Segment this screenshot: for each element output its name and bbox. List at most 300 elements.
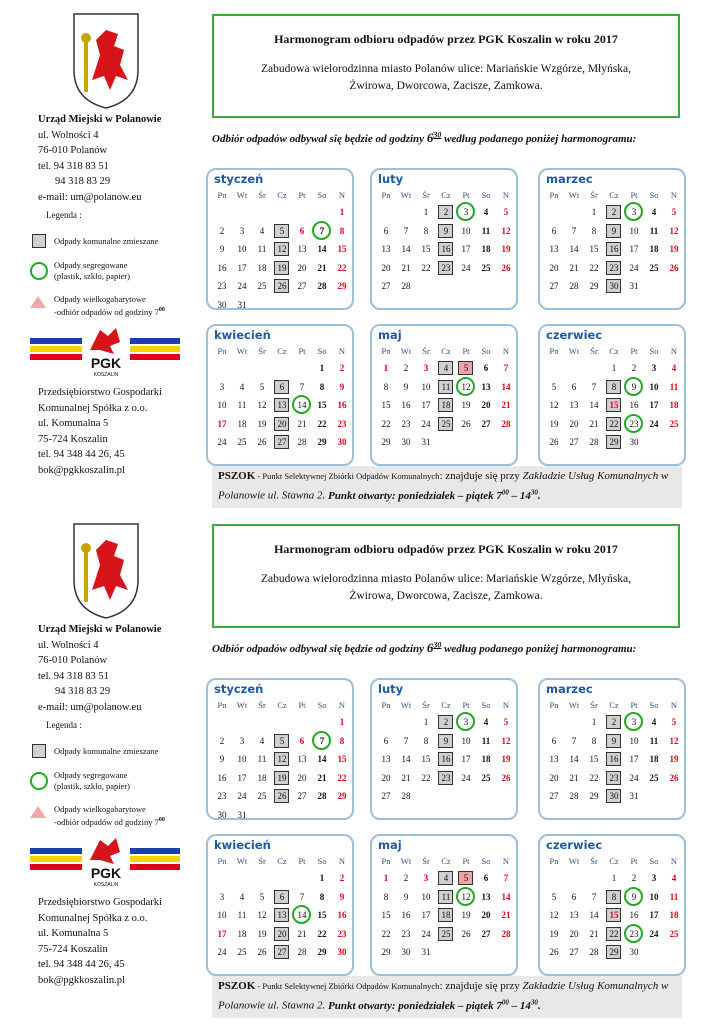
calendar-day: 10: [649, 891, 659, 902]
calendar-day: 1: [383, 363, 389, 373]
calendar-day: 20: [569, 928, 579, 939]
calendar-day: 25: [669, 418, 679, 429]
calendar-day: 7: [503, 363, 509, 373]
weekday-header: Wt: [568, 700, 580, 710]
weekday-header: Pn: [381, 700, 391, 710]
calendar-day: 8: [383, 381, 389, 392]
calendar-day: 29: [589, 281, 599, 291]
calendar-day: 30: [401, 947, 411, 957]
weekday-header: Pt: [630, 190, 638, 200]
legend-segregated-line: (plastik, szkło, papier): [54, 271, 131, 281]
company-line: 75-724 Koszalin: [38, 433, 108, 445]
weekday-header: So: [317, 190, 327, 200]
weekday-header: Wt: [568, 856, 580, 866]
calendar-day: 9: [219, 754, 225, 764]
calendar-day: 27: [272, 434, 292, 450]
schedule-subtitle: Zabudowa wielorodzinna miasto Polanów ulice: Mariańskie Wzgórze, Młyńska, Żwirowa, Dworcowa, Zacisze, Zamkowa.: [261, 63, 631, 92]
weekday-header: Pt: [630, 856, 638, 866]
calendar-day: 7: [299, 891, 305, 902]
calendar-day: 6: [383, 225, 389, 236]
calendar-day: 5: [259, 381, 265, 392]
calendar-day: 7: [571, 225, 577, 236]
calendar-day: 28: [589, 437, 599, 447]
calendar-day: 24: [217, 947, 227, 957]
calendar-day: 24: [421, 928, 431, 939]
calendar-day: 28: [401, 281, 411, 291]
calendar-day: 8: [339, 225, 345, 236]
company-line: tel. 94 348 44 26, 45: [38, 959, 125, 970]
weekday-header: Pn: [217, 700, 227, 710]
calendar-day: 22: [381, 928, 391, 939]
legend-segregated-label: [54, 770, 130, 792]
calendar-day: 29: [317, 947, 327, 957]
weekday-header: N: [502, 346, 510, 356]
calendar-day: 7: [312, 223, 332, 239]
calendar-day: 29: [337, 791, 347, 801]
calendar-day: 14: [401, 244, 411, 254]
calendar-day: 28: [569, 281, 579, 291]
calendar-day: 24: [629, 262, 639, 273]
calendar-day: 15: [337, 754, 347, 764]
calendar-day: 17: [461, 244, 471, 254]
calendar-day: 30: [629, 437, 639, 447]
calendar-day: 18: [649, 244, 659, 254]
calendar-day: 18: [237, 418, 247, 429]
pickup-hours-note: Odbiór odpadów odbywał się będzie od godziny $6^{30}$ według podanego poniżej harmonogramu:: [212, 130, 637, 145]
company-line: ul. Komunalna 5: [38, 418, 109, 429]
weekday-header: Wt: [400, 856, 412, 866]
weekday-header: Cz: [609, 856, 619, 866]
weekday-header: So: [317, 700, 327, 710]
title-box: [212, 14, 680, 118]
calendar-day: 8: [423, 735, 429, 746]
calendar-day: 30: [217, 809, 227, 820]
calendar-day: 15: [381, 400, 391, 410]
calendar-day: 19: [549, 928, 559, 939]
calendar-day: 6: [299, 735, 305, 746]
weekday-header: N: [670, 700, 678, 710]
calendar-day: 23: [624, 416, 644, 432]
calendar-day: 24: [421, 418, 431, 429]
legend-segregated-line: Odpady segregowane: [54, 260, 128, 270]
calendar-day: 25: [257, 281, 267, 291]
calendar-day: 22: [337, 262, 347, 273]
calendar-day: 28: [317, 281, 327, 291]
calendar-day: 28: [589, 947, 599, 957]
calendar-day: 16: [436, 751, 456, 767]
calendar-day: 26: [501, 262, 511, 273]
calendar-day: 11: [436, 379, 456, 395]
green-circle-icon: [30, 262, 48, 280]
office-name: Urząd Miejski w Polanowie: [38, 624, 162, 635]
calendar-day: 12: [501, 225, 511, 236]
calendar-day: 23: [436, 770, 456, 786]
calendar-day: 2: [604, 714, 624, 730]
calendar-day: 3: [456, 204, 476, 220]
month-calendar: [206, 324, 354, 466]
weekday-header: So: [481, 856, 491, 866]
calendar-day: 4: [483, 717, 489, 727]
svg-text:KOSZALIN: KOSZALIN: [93, 882, 119, 888]
legend-bulky-line: -odbiór odpadów od godziny $7^{00}$: [54, 816, 165, 827]
weekday-header: Śr: [590, 856, 598, 866]
calendar-day: 13: [381, 244, 391, 254]
calendar-day: 2: [604, 204, 624, 220]
pszok-info: PSZOK - Punkt Selektywnej Zbiórki Odpadów Komunalnych: znajduje się przy Zakładzie Usług Komunalnych w Polanowie ul. Stawna 2. Punkt otwarty: poniedziałek – piątek $7^{00} - 14^{30}$.: [212, 976, 682, 1018]
calendar-day: 21: [317, 262, 327, 273]
calendar-day: 12: [456, 889, 476, 905]
calendar-day: 16: [604, 241, 624, 257]
calendar-day: 18: [669, 400, 679, 410]
weekday-header: Wt: [236, 190, 248, 200]
calendar-day: 17: [217, 928, 227, 939]
month-name: czerwiec: [546, 838, 603, 852]
calendar-day: 12: [669, 735, 679, 746]
weekday-header: Cz: [441, 700, 451, 710]
office-line: 94 318 83 29: [55, 686, 111, 697]
calendar-day: 28: [317, 791, 327, 801]
weekday-header: Wt: [236, 856, 248, 866]
calendar-day: 26: [549, 437, 559, 447]
calendar-day: 14: [569, 754, 579, 764]
calendar-day: 11: [237, 400, 247, 410]
calendar-day: 2: [339, 873, 345, 883]
calendar-day: 11: [649, 735, 659, 746]
weekday-header: Pt: [462, 346, 470, 356]
calendar-day: 12: [257, 400, 267, 410]
calendar-day: 12: [257, 910, 267, 920]
calendar-day: 4: [671, 363, 677, 373]
calendar-day: 14: [501, 381, 511, 392]
calendar-day: 10: [237, 754, 247, 764]
company-line: 75-724 Koszalin: [38, 943, 108, 955]
calendar-day: 1: [339, 207, 345, 217]
weekday-header: Śr: [590, 346, 598, 356]
calendar-day: 18: [481, 244, 491, 254]
calendar-day: 26: [257, 947, 267, 957]
calendar-day: 21: [569, 772, 579, 783]
weekday-header: Pn: [217, 346, 227, 356]
calendar-day: 28: [501, 418, 511, 429]
svg-text:PGK: PGK: [90, 355, 122, 371]
calendar-day: 22: [317, 928, 327, 939]
weekday-header: Wt: [236, 700, 248, 710]
calendar-day: 18: [669, 910, 679, 920]
calendar-day: 5: [671, 717, 677, 727]
legend-bulky-line: -odbiór odpadów od godziny $7^{00}$: [54, 306, 165, 317]
calendar-day: 19: [501, 754, 511, 764]
office-address: [38, 622, 161, 715]
weekday-header: Cz: [277, 856, 287, 866]
calendar-day: 6: [483, 363, 489, 373]
office-line: 76-010 Polanów: [38, 145, 108, 156]
calendar-day: 14: [292, 397, 312, 413]
calendar-day: 15: [604, 397, 624, 413]
pink-triangle-icon: [30, 806, 46, 818]
weekday-header: N: [670, 856, 678, 866]
calendar-day: 2: [219, 225, 225, 236]
weekday-header: N: [502, 190, 510, 200]
weekday-header: Pt: [298, 190, 306, 200]
weekday-header: Pn: [381, 190, 391, 200]
calendar-day: 11: [436, 889, 456, 905]
calendar-day: 31: [237, 299, 247, 310]
calendar-day: 15: [317, 400, 327, 410]
calendar-day: 2: [403, 873, 409, 883]
calendar-day: 9: [403, 891, 409, 902]
calendar-day: 20: [381, 772, 391, 783]
calendar-day: 15: [381, 910, 391, 920]
calendar-day: 2: [631, 873, 637, 883]
calendar-day: 15: [337, 244, 347, 254]
calendar-day: 19: [669, 244, 679, 254]
calendar-day: 4: [436, 360, 456, 376]
weekday-header: Pt: [462, 700, 470, 710]
calendar-day: 20: [272, 416, 292, 432]
calendar-day: 28: [297, 947, 307, 957]
legend-segregated-line: Odpady segregowane: [54, 770, 128, 780]
calendar-day: 5: [503, 717, 509, 727]
calendar-day: 19: [272, 260, 292, 276]
month-calendar: [370, 834, 518, 976]
calendar-day: 18: [436, 907, 456, 923]
calendar-day: 5: [272, 223, 292, 239]
weekday-header: So: [481, 190, 491, 200]
weekday-header: N: [670, 346, 678, 356]
calendar-day: 5: [671, 207, 677, 217]
calendar-day: 7: [591, 381, 597, 392]
calendar-day: 23: [217, 281, 227, 291]
calendar-day: 2: [339, 363, 345, 373]
calendar-day: 18: [649, 754, 659, 764]
weekday-header: N: [502, 700, 510, 710]
title-box: [212, 524, 680, 628]
calendar-day: 20: [381, 262, 391, 273]
calendar-day: 19: [461, 400, 471, 410]
calendar-day: 18: [257, 262, 267, 273]
calendar-day: 22: [421, 262, 431, 273]
legend-mixed-label: Odpady komunalne zmieszane: [54, 236, 159, 246]
schedule-title: Harmonogram odbioru odpadów przez PGK Koszalin w roku 2017: [274, 542, 618, 556]
weekday-header: N: [338, 346, 346, 356]
calendar-day: 2: [219, 735, 225, 746]
calendar-day: 17: [629, 754, 639, 764]
weekday-header: Pn: [217, 856, 227, 866]
weekday-header: So: [649, 190, 659, 200]
office-address: [38, 112, 161, 205]
calendar-day: 21: [589, 928, 599, 939]
calendar-day: 31: [421, 947, 431, 957]
calendar-day: 1: [611, 873, 617, 883]
calendar-day: 30: [217, 299, 227, 310]
calendar-day: 15: [317, 910, 327, 920]
company-email: bok@pgkkoszalin.pl: [38, 974, 125, 986]
month-calendar: [206, 678, 354, 820]
calendar-day: 10: [629, 735, 639, 746]
calendar-day: 13: [297, 244, 307, 254]
calendar-day: 13: [569, 910, 579, 920]
weekday-header: So: [481, 346, 491, 356]
calendar-day: 27: [549, 791, 559, 801]
month-calendar: [538, 678, 686, 820]
weekday-header: Śr: [422, 346, 430, 356]
calendar-day: 7: [591, 891, 597, 902]
calendar-day: 27: [569, 947, 579, 957]
calendar-day: 29: [317, 437, 327, 447]
calendar-day: 16: [629, 910, 639, 920]
month-calendar: [538, 324, 686, 466]
calendar-day: 8: [319, 381, 325, 392]
calendar-day: 30: [604, 788, 624, 804]
month-name: styczeń: [214, 172, 264, 186]
calendar-day: 23: [217, 791, 227, 801]
calendar-day: 25: [649, 772, 659, 783]
calendar-day: 22: [604, 416, 624, 432]
calendar-day: 14: [401, 754, 411, 764]
calendar-day: 21: [501, 910, 511, 920]
calendar-day: 11: [257, 754, 267, 764]
calendar-day: 4: [259, 735, 265, 746]
calendar-day: 4: [671, 873, 677, 883]
company-line: tel. 94 348 44 26, 45: [38, 449, 125, 460]
calendar-day: 16: [401, 400, 411, 410]
calendar-day: 18: [257, 772, 267, 783]
calendar-day: 27: [297, 791, 307, 801]
calendar-day: 14: [589, 910, 599, 920]
calendar-day: 6: [272, 889, 292, 905]
weekday-header: Pt: [298, 346, 306, 356]
weekday-header: Cz: [609, 190, 619, 200]
calendar-day: 6: [551, 225, 557, 236]
calendar-day: 19: [549, 418, 559, 429]
weekday-header: Wt: [400, 190, 412, 200]
calendar-day: 14: [292, 907, 312, 923]
calendar-day: 11: [257, 244, 267, 254]
month-calendar: [206, 168, 354, 310]
svg-text:KOSZALIN: KOSZALIN: [93, 372, 119, 378]
calendar-day: 17: [421, 400, 431, 410]
calendar-day: 16: [401, 910, 411, 920]
weekday-header: Pn: [549, 700, 559, 710]
month-name: kwiecień: [214, 328, 271, 342]
legend-bulky-label: [54, 294, 165, 318]
calendar-day: 9: [436, 223, 456, 239]
calendar-day: 6: [272, 379, 292, 395]
month-calendar: [370, 324, 518, 466]
calendar-day: 26: [461, 418, 471, 429]
office-line: 94 318 83 29: [55, 176, 111, 187]
month-name: czerwiec: [546, 328, 603, 342]
office-line: ul. Wolności 4: [38, 639, 99, 651]
calendar-day: 21: [297, 928, 307, 939]
calendar-day: 29: [337, 281, 347, 291]
calendar-day: 8: [319, 891, 325, 902]
calendar-day: 16: [217, 772, 227, 783]
weekday-header: Cz: [277, 346, 287, 356]
calendar-day: 28: [297, 437, 307, 447]
weekday-header: So: [649, 346, 659, 356]
calendar-day: 1: [319, 363, 325, 373]
weekday-header: N: [338, 856, 346, 866]
calendar-day: 3: [624, 714, 644, 730]
calendar-day: 9: [339, 891, 345, 902]
weekday-header: Wt: [400, 700, 412, 710]
calendar-day: 2: [631, 363, 637, 373]
month-name: marzec: [546, 172, 593, 186]
calendar-day: 11: [669, 381, 679, 392]
office-line: ul. Wolności 4: [38, 129, 99, 141]
calendar-day: 5: [456, 360, 476, 376]
calendar-day: 30: [604, 278, 624, 294]
weekday-header: N: [338, 700, 346, 710]
calendar-day: 18: [436, 397, 456, 413]
calendar-day: 22: [421, 772, 431, 783]
calendar-day: 9: [219, 244, 225, 254]
calendar-day: 8: [604, 889, 624, 905]
calendar-day: 20: [549, 262, 559, 273]
month-name: styczeń: [214, 682, 264, 696]
calendar-day: 25: [481, 772, 491, 783]
calendar-day: 3: [423, 363, 429, 373]
weekday-header: Wt: [568, 346, 580, 356]
calendar-day: 13: [272, 907, 292, 923]
calendar-day: 19: [501, 244, 511, 254]
calendar-day: 5: [272, 733, 292, 749]
calendar-day: 11: [669, 891, 679, 902]
calendar-day: 3: [219, 891, 225, 902]
weekday-header: Wt: [400, 346, 412, 356]
month-name: maj: [378, 328, 402, 342]
calendar-day: 14: [317, 754, 327, 764]
calendar-day: 25: [649, 262, 659, 273]
calendar-day: 10: [629, 225, 639, 236]
calendar-day: 6: [571, 381, 577, 392]
calendar-day: 10: [217, 910, 227, 920]
calendar-day: 27: [549, 281, 559, 291]
calendar-day: 13: [272, 397, 292, 413]
calendar-day: 2: [403, 363, 409, 373]
calendar-day: 26: [549, 947, 559, 957]
weekday-header: Śr: [590, 700, 598, 710]
grey-square-icon: [32, 744, 46, 758]
calendar-day: 26: [272, 278, 292, 294]
month-calendar: [370, 168, 518, 310]
calendar-day: 21: [589, 418, 599, 429]
calendar-day: 22: [589, 772, 599, 783]
calendar-day: 21: [297, 418, 307, 429]
schedule-title: Harmonogram odbioru odpadów przez PGK Koszalin w roku 2017: [274, 32, 618, 46]
calendar-day: 13: [481, 381, 491, 392]
weekday-header: Śr: [258, 856, 266, 866]
calendar-day: 17: [237, 262, 247, 273]
calendar-day: 6: [383, 735, 389, 746]
calendar-day: 23: [604, 770, 624, 786]
office-name: Urząd Miejski w Polanowie: [38, 114, 162, 125]
weekday-header: Śr: [258, 346, 266, 356]
calendar-day: 6: [483, 873, 489, 883]
calendar-day: 24: [461, 262, 471, 273]
legend-segregated-line: (plastik, szkło, papier): [54, 781, 131, 791]
schedule-subtitle: Zabudowa wielorodzinna miasto Polanów ulice: Mariańskie Wzgórze, Młyńska, Żwirowa, Dworcowa, Zacisze, Zamkowa.: [261, 573, 631, 602]
calendar-day: 22: [337, 772, 347, 783]
calendar-day: 13: [481, 891, 491, 902]
weekday-header: Pn: [549, 190, 559, 200]
calendar-day: 8: [604, 379, 624, 395]
calendar-day: 19: [272, 770, 292, 786]
calendar-day: 12: [272, 751, 292, 767]
weekday-header: Pn: [381, 346, 391, 356]
calendar-day: 7: [312, 733, 332, 749]
